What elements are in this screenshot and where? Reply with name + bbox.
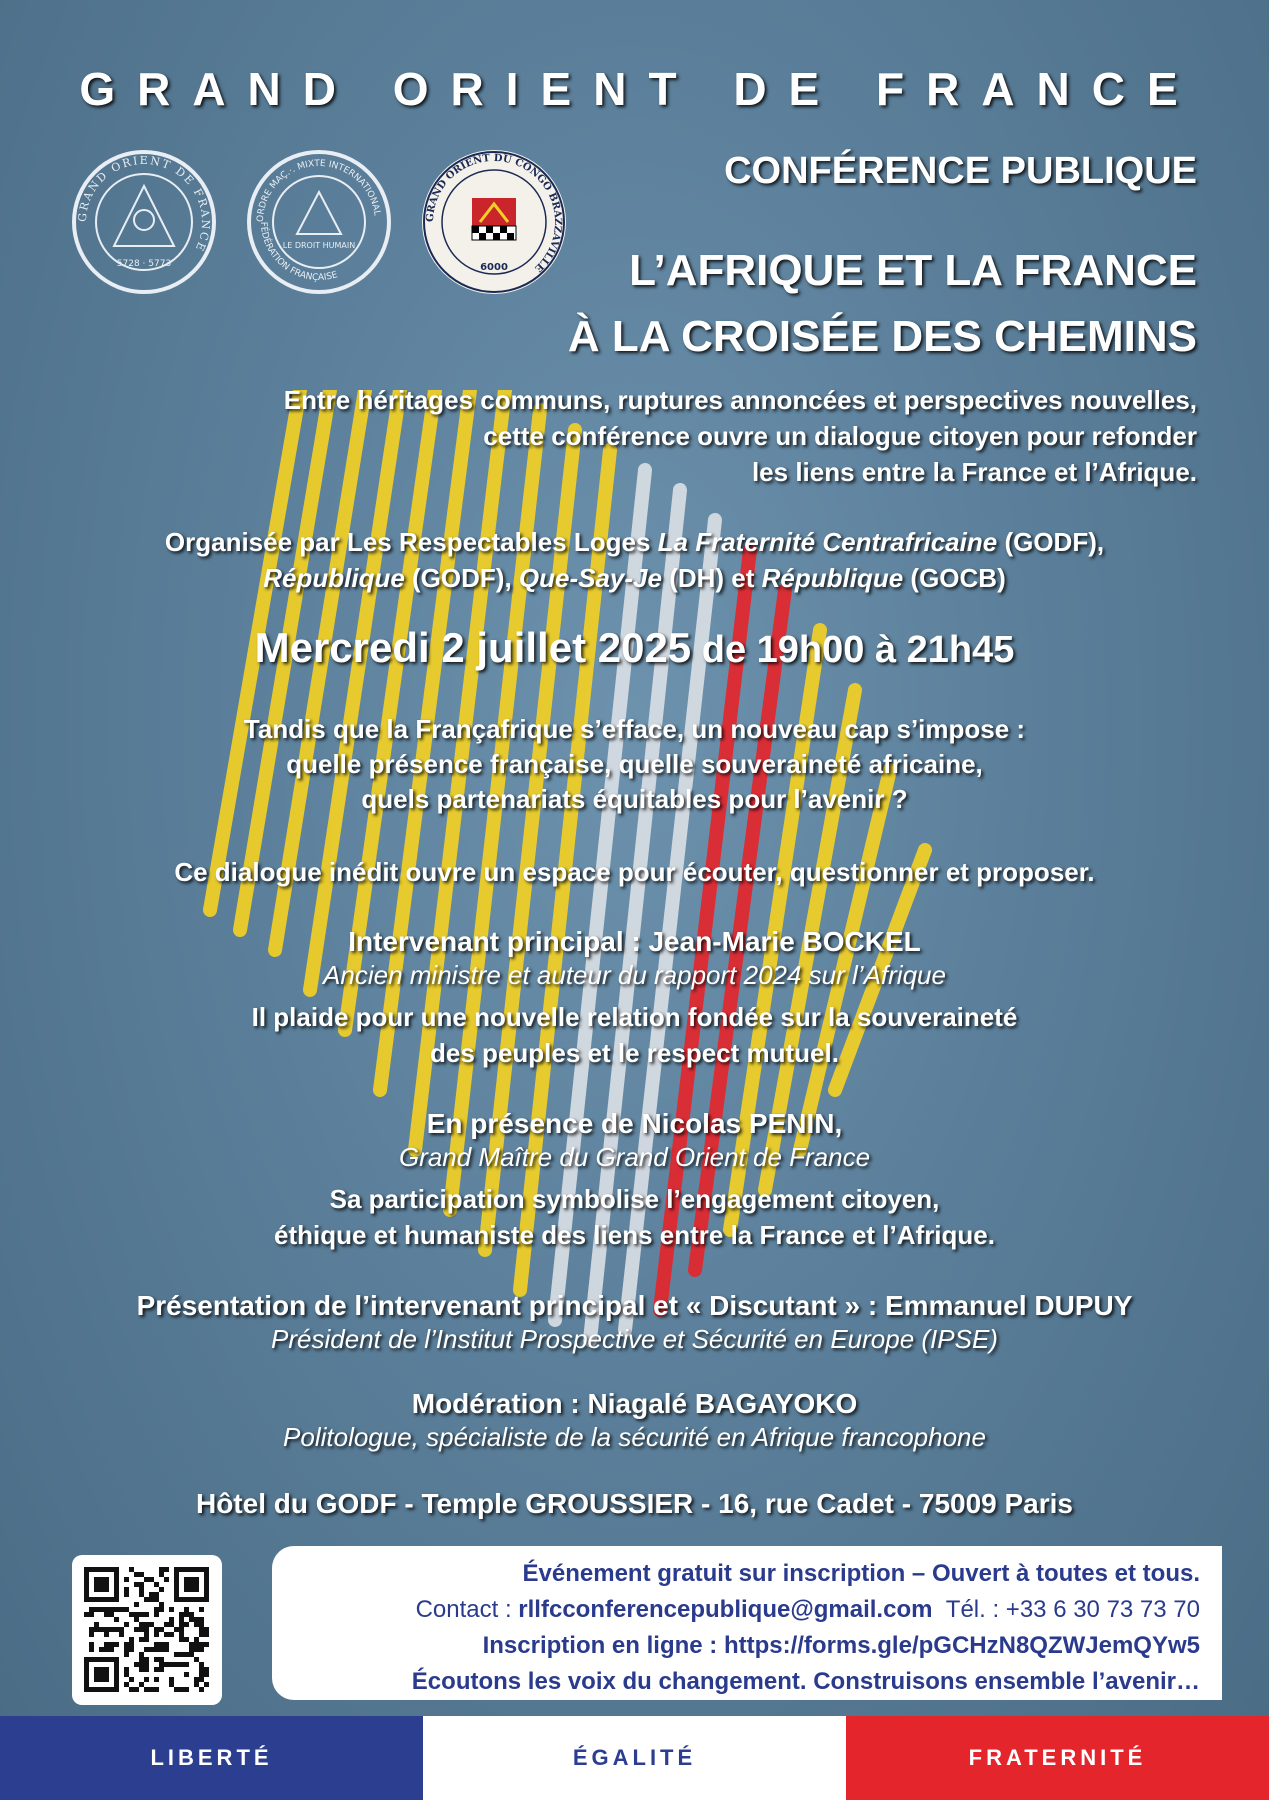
- event-type: CONFÉRENCE PUBLIQUE: [724, 150, 1197, 192]
- moderator: [0, 1388, 1269, 1453]
- event-day: Mercredi 2 juillet 2025: [254, 624, 692, 671]
- guest-text2: éthique et humaniste des liens entre la France et l’Afrique.: [274, 1220, 995, 1250]
- droit-humain-seal: [245, 148, 393, 296]
- gocb-seal-text: GRAND ORIENT DU CONGO BRAZZAVILLE: [424, 152, 564, 274]
- qr-code[interactable]: [72, 1555, 222, 1705]
- godf-seal-years: 5728 · 5773: [116, 259, 172, 269]
- intro-paragraph: [284, 382, 1197, 490]
- motto-fraternite-text: FRATERNITÉ: [968, 1745, 1147, 1770]
- motto-fraternite: [846, 1716, 1269, 1800]
- lodge-1-obedience: (GODF),: [997, 527, 1105, 557]
- question-line2: quelle présence française, quelle souveraineté africaine,: [286, 749, 983, 779]
- event-title-line2: À LA CROISÉE DES CHEMINS: [567, 312, 1197, 361]
- lodge-3-obedience: (DH) et: [661, 563, 762, 593]
- speaker-main: [0, 926, 1269, 1071]
- motto-egalite-text: ÉGALITÉ: [572, 1745, 697, 1770]
- free-event-text: Événement gratuit sur inscription – Ouvert à toutes et tous.: [522, 1560, 1200, 1587]
- speaker-main-label: Intervenant principal : Jean-Marie BOCKEL: [348, 926, 921, 957]
- lodge-4: République: [761, 563, 904, 593]
- intro-line3: les liens entre la France et l’Afrique.: [751, 457, 1197, 487]
- question-line3: quels partenariats équitables pour l’avenir ?: [361, 784, 908, 814]
- gocb-seal: [420, 148, 568, 296]
- organizers: [0, 524, 1269, 596]
- dh-seal-bottom: FÉDÉRATION FRANÇAISE: [257, 221, 339, 284]
- gocb-seal-year: 6000: [480, 262, 508, 273]
- presenter-role: Président de l’Institut Prospective et Sécurité en Europe (IPSE): [271, 1324, 998, 1354]
- signup-link[interactable]: Inscription en ligne : https://forms.gle/pGCHzN8QZWJemQYw5: [482, 1632, 1200, 1659]
- godf-seal: [70, 148, 218, 296]
- intro-line1: Entre héritages communs, ruptures annoncées et perspectives nouvelles,: [283, 385, 1197, 415]
- question-line1: Tandis que la Françafrique s’efface, un nouveau cap s’impose :: [243, 714, 1026, 744]
- presenter-label: Présentation de l’intervenant principal et « Discutant » : Emmanuel DUPUY: [136, 1290, 1133, 1321]
- contact-phone: Tél. : +33 6 30 73 73 70: [945, 1596, 1200, 1623]
- motto-liberte: [0, 1716, 423, 1800]
- qr-code-icon: [72, 1555, 222, 1705]
- slogan-text: Écoutons les voix du changement. Construisons ensemble l’avenir…: [411, 1668, 1200, 1695]
- event-date: [0, 624, 1269, 672]
- dh-seal-top: ORDRE MAÇ.·. MIXTE INTERNATIONAL: [255, 158, 382, 223]
- lodge-4-obedience: (GOCB): [903, 563, 1006, 593]
- contact-email-link[interactable]: rllfcconferencepublique@gmail.com: [518, 1596, 933, 1623]
- presenter: [0, 1290, 1269, 1355]
- event-title-line1: L’AFRIQUE ET LA FRANCE: [629, 246, 1197, 295]
- event-time: de 19h00 à 21h45: [691, 629, 1015, 671]
- guest: [0, 1108, 1269, 1253]
- lodge-1: La Fraternité Centrafricaine: [657, 527, 998, 557]
- intro-line2: cette conférence ouvre un dialogue citoyen pour refonder: [483, 421, 1197, 451]
- moderator-label: Modération : Niagalé BAGAYOKO: [411, 1388, 858, 1419]
- event-title: [568, 238, 1197, 370]
- question-paragraph: [0, 712, 1269, 817]
- guest-label: En présence de Nicolas PENIN,: [426, 1108, 843, 1139]
- lodge-2: République: [263, 563, 405, 593]
- org-title: GRAND ORIENT DE FRANCE: [79, 63, 1200, 115]
- lodge-3: Que-Say-Je: [518, 563, 662, 593]
- godf-seal-text: GRAND ORIENT DE FRANCE: [75, 153, 213, 255]
- speaker-main-text2: des peuples et le respect mutuel.: [430, 1038, 839, 1068]
- motto-liberte-text: LIBERTÉ: [150, 1745, 273, 1770]
- lodge-2-obedience: (GODF),: [404, 563, 519, 593]
- dh-seal-mid: LE DROIT HUMAIN: [282, 241, 356, 250]
- speaker-main-role: Ancien ministre et auteur du rapport 2024 sur l’Afrique: [323, 960, 946, 990]
- speaker-main-text1: Il plaide pour une nouvelle relation fondée sur la souveraineté: [251, 1002, 1018, 1032]
- guest-text1: Sa participation symbolise l’engagement citoyen,: [329, 1184, 940, 1214]
- contact-label: Contact :: [415, 1596, 519, 1623]
- dialog-statement: Ce dialogue inédit ouvre un espace pour écouter, questionner et proposer.: [174, 857, 1095, 887]
- moderator-role: Politologue, spécialiste de la sécurité en Afrique francophone: [283, 1422, 986, 1452]
- organizers-prefix: Organisée par Les Respectables Loges: [164, 527, 658, 557]
- guest-role: Grand Maître du Grand Orient de France: [398, 1142, 871, 1172]
- info-box: [272, 1546, 1222, 1700]
- motto-egalite: [423, 1716, 846, 1800]
- venue-address: Hôtel du GODF - Temple GROUSSIER - 16, rue Cadet - 75009 Paris: [195, 1488, 1074, 1519]
